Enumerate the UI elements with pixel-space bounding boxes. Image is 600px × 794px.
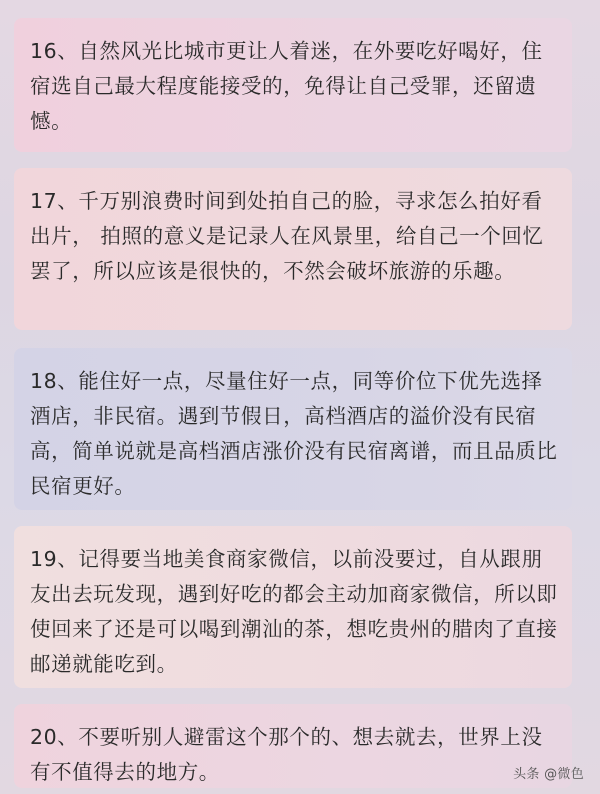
tip-text-19: 19、记得要当地美食商家微信，以前没要过，自从跟朋友出去玩发现，遇到好吃的都会主动加商家微信，所以即使回来了还是可以喝到潮汕的茶，想吃贵州的腊肉了直接邮递就能吃到。 — [30, 547, 558, 676]
tip-card-17 — [14, 168, 572, 330]
watermark: 头条 @微色 — [513, 767, 584, 782]
tip-card-19 — [14, 526, 572, 688]
tip-text-16: 16、自然风光比城市更让人着迷，在外要吃好喝好，住宿选自己最大程度能接受的，免得让自己受罪，还留遗憾。 — [30, 39, 543, 133]
tip-card-18 — [14, 348, 572, 510]
tip-card-20 — [14, 704, 572, 788]
tip-text-20: 20、不要听别人避雷这个那个的、想去就去，世界上没有不值得去的地方。 — [30, 725, 543, 784]
tip-card-16 — [14, 18, 572, 152]
tip-text-18: 18、能住好一点，尽量住好一点，同等价位下优先选择酒店，非民宿。遇到节假日，高档酒店的溢价没有民宿高，简单说就是高档酒店涨价没有民宿离谱，而且品质比民宿更好。 — [30, 369, 558, 498]
tip-text-17: 17、千万别浪费时间到处拍自己的脸，寻求怎么拍好看出片， 拍照的意义是记录人在风景里，给自己一个回忆罢了，所以应该是很快的，不然会破坏旅游的乐趣。 — [30, 189, 544, 283]
